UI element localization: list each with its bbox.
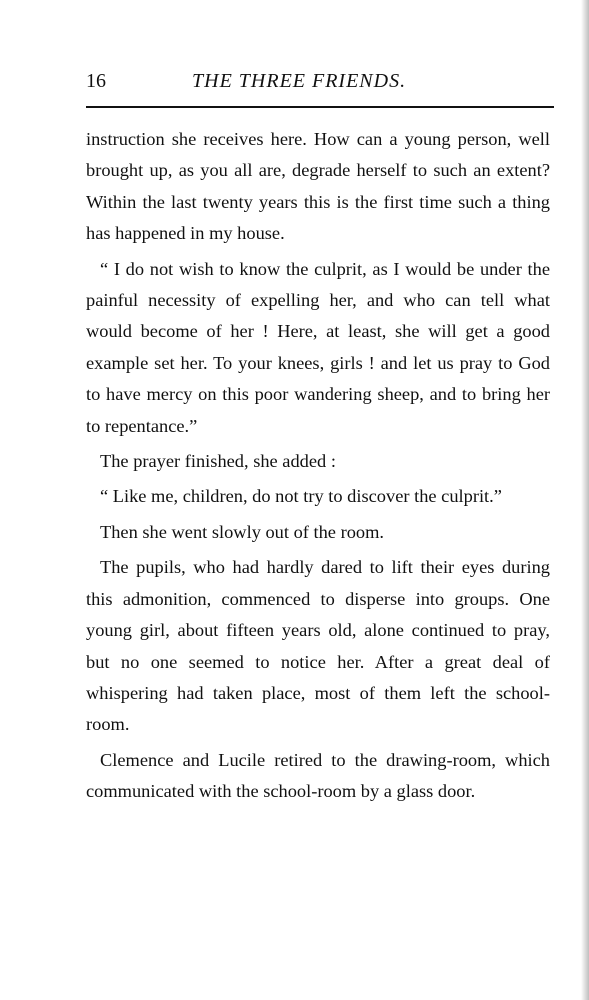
- body-text: [86, 124, 550, 812]
- paragraph-1: instruction she receives here. How can a young person, well brought up, as you all are, degrade herself to such an extent? Within the last twenty years this is the first time such a thing has happened in my house.: [86, 129, 550, 244]
- running-title: THE THREE FRIENDS.: [192, 70, 407, 92]
- page-edge-shadow: [581, 0, 589, 1000]
- page-number: 16: [86, 70, 106, 92]
- paragraph-6: The pupils, who had hardly dared to lift their eyes during this admonition, commenced to disperse into groups. One young girl, about fifteen years old, alone continued to pray, but no one seemed to notice her. After a great deal of whispering had taken place, most of them left the school-room.: [86, 557, 550, 735]
- page-header: [86, 70, 554, 100]
- paragraph-3: The prayer finished, she added :: [100, 451, 336, 472]
- paragraph-5: Then she went slowly out of the room.: [100, 521, 384, 542]
- header-rule: [86, 106, 554, 108]
- paragraph-2: “ I do not wish to know the culprit, as I would be under the painful necessity of expelling her, and who can tell what would become of her ! Here, at least, she will get a good example set her. To your knees, girls ! and let us pray to God to have mercy on this poor wandering sheep, and to bring her to repentance.”: [86, 258, 550, 436]
- paragraph-4: “ Like me, children, do not try to discover the culprit.”: [100, 486, 502, 507]
- paragraph-7: Clemence and Lucile retired to the drawing-room, which communicated with the school-room by a glass door.: [86, 749, 550, 802]
